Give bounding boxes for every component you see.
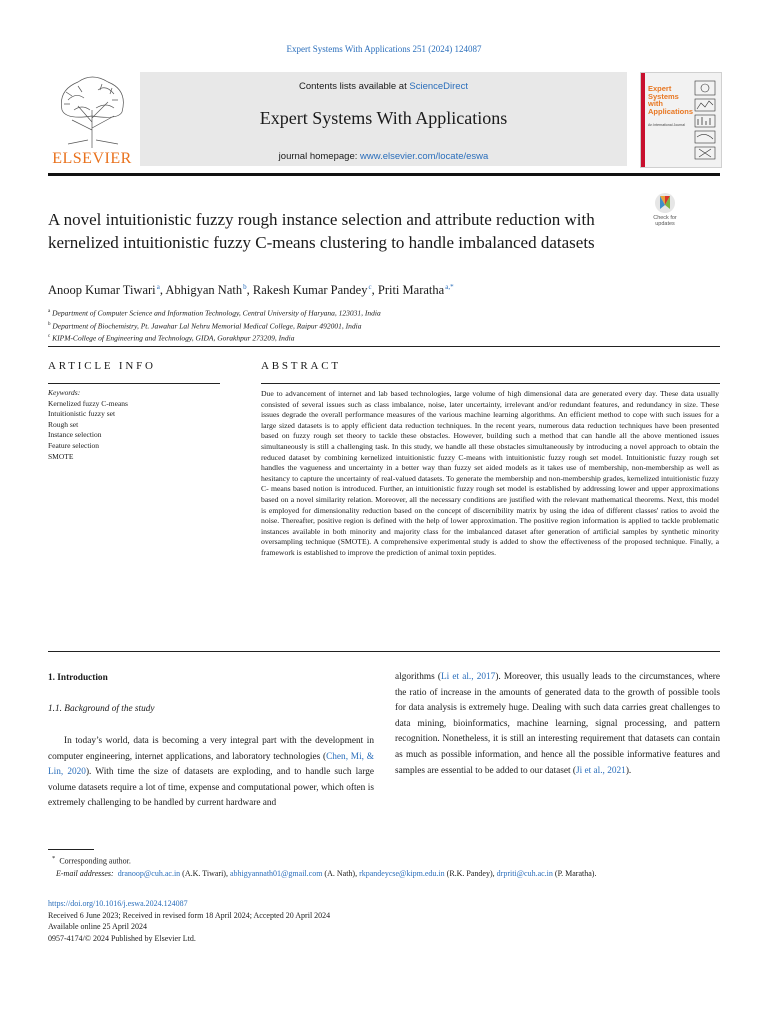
- keyword-item: SMOTE: [48, 451, 74, 461]
- author-affiliation-mark[interactable]: b: [243, 283, 247, 291]
- citation-link[interactable]: Chen, Mi, & Lin, 2020: [48, 751, 374, 778]
- subsection-heading-background: 1.1. Background of the study: [48, 704, 155, 714]
- keyword-item: Rough set: [48, 419, 79, 429]
- corresponding-author-note: * Corresponding author.: [52, 855, 131, 866]
- article-title: A novel intuitionistic fuzzy rough instance selection and attribute reduction with kernelized intuitionistic fuzzy C-means clustering to handle imbalanced datasets: [48, 210, 595, 252]
- author-name[interactable]: Abhigyan Nath: [165, 283, 243, 298]
- contents-line: [140, 81, 627, 92]
- keyword-item: Intuitionistic fuzzy set: [48, 409, 116, 419]
- author-affiliation-mark[interactable]: a,*: [445, 283, 454, 291]
- homepage-line: [140, 151, 627, 162]
- crossmark-icon: [647, 192, 683, 216]
- article-info-heading: ARTICLE INFO: [48, 360, 156, 372]
- keyword-item: Feature selection: [48, 440, 100, 450]
- publisher-wordmark: ELSEVIER: [52, 150, 132, 167]
- cover-accent-bar: [641, 73, 645, 167]
- title-rule: [48, 346, 720, 347]
- abstract-rule: [261, 383, 720, 384]
- available-online-date: Available online 25 April 2024: [48, 922, 147, 931]
- author-list: Anoop Kumar Tiwari $^a$, Abhigyan Nath $^b$, Rakesh Kumar Pandey $^c$, Priti Maratha $^{a,*}$: [48, 283, 454, 298]
- affiliation-item: $^b$ Department of Biochemistry, Pt. Jawahar Lal Nehru Memorial Medical College, Raipur 492001, India: [48, 321, 362, 330]
- abstract-heading: ABSTRACT: [261, 360, 341, 372]
- header-rule: [48, 173, 720, 176]
- author-name[interactable]: Anoop Kumar Tiwari: [48, 283, 156, 298]
- email-link[interactable]: dranoop@cuh.ac.in: [117, 868, 181, 878]
- journal-reference[interactable]: Expert Systems With Applications 251 (2024) 124087: [286, 44, 482, 54]
- homepage-prefix: journal homepage:: [278, 151, 361, 162]
- publication-info: [48, 898, 720, 944]
- journal-title: Expert Systems With Applications: [259, 108, 508, 128]
- journal-cover-thumbnail[interactable]: [640, 72, 722, 168]
- section-heading-introduction: 1. Introduction: [48, 673, 108, 683]
- email-label: E-mail addresses:: [56, 868, 114, 878]
- citation-link[interactable]: Li et al., 2017: [441, 672, 496, 682]
- keywords-list: [48, 388, 220, 462]
- affiliation-list: [48, 306, 720, 344]
- keyword-item: Instance selection: [48, 430, 102, 440]
- citation-link[interactable]: Ji et al., 2021: [575, 765, 626, 776]
- masthead-banner: [140, 72, 627, 166]
- affiliation-item: $^a$ Department of Computer Science and Information Technology, Central University of Haryana, 123031, India: [48, 308, 381, 318]
- cover-artwork-icon: [693, 77, 719, 163]
- keyword-item: Kernelized fuzzy C-means: [48, 398, 128, 408]
- email-addresses: E-mail addresses: dranoop@cuh.ac.in (A.K. Tiwari), abhigyannath01@gmail.com (A. Nath), rkpandeycse@kipm.edu.in (R.K. Pandey), drpriti@cuh.ac.in (P. Maratha).: [56, 868, 597, 878]
- body-paragraph-right: algorithms (Li et al., 2017). Moreover, this usually leads to the circumstances, where the ratio of increase in the amounts of generated data to the growth of possible tools for data analysis is extremely huge. Dealing with such data carries great challenges to data mining, bioinformatics, machine learning, signal processing, and pattern recognition. Nonetheless, it is still an interesting requirement that datasets can contain as much as possible information, and hence all the possible informative features and samples are essential to be added to our dataset (Ji et al., 2021).: [395, 672, 721, 776]
- author-name[interactable]: Rakesh Kumar Pandey: [252, 283, 368, 298]
- journal-homepage-link[interactable]: www.elsevier.com/locate/eswa: [360, 151, 489, 162]
- abstract-bottom-rule: [48, 651, 720, 652]
- cover-subtitle: An International Journal: [648, 123, 685, 127]
- elsevier-logo[interactable]: [48, 70, 136, 166]
- author-affiliation-mark[interactable]: c: [368, 283, 372, 291]
- email-link[interactable]: abhigyannath01@gmail.com: [229, 868, 323, 878]
- email-link[interactable]: rkpandeycse@kipm.edu.in: [359, 868, 445, 878]
- affiliation-item: $^c$ KIPM-College of Engineering and Technology, GIDA, Gorakhpur 273209, India: [48, 333, 295, 343]
- footnote-rule: [48, 849, 94, 850]
- keywords-heading: Keywords:: [48, 388, 81, 397]
- cover-title: Expert Systems with Applications: [648, 84, 694, 116]
- received-dates: Received 6 June 2023; Received in revised form 18 April 2024; Accepted 20 April 2024: [48, 910, 331, 920]
- copyright-line: 0957-4174/© 2024 Published by Elsevier Ltd.: [48, 933, 196, 943]
- abstract-body: Due to advancement of internet and lab based technologies, large volume of high dimensional data are generated every day. These data usually consisted of several issues such as class imbalance, noise, later uncertainty, irrelevant and/or redundant features, and redundancy in size. These issues degrade the overall performance measures of the various machine learning algorithms. An efficient method to cope with such issues for a large sized datasets is to apply efficient data reduction techniques. In the recent years, numerous data reduction techniques have been presented based on fuzzy rough set theory to tackle these obstacles. However, building such a method that can handle all the above mentioned issues simultaneously is still a challenging task. In this study, we handle all these obstacles simultaneously by introducing a novel approach to obtain the reduced dataset by combining kernelized intuitionistic fuzzy C-means with intuitionistic fuzzy rough set model. Intuitionistic fuzzy rough set handles the vagueness and uncertainty in a better way than fuzzy set aided models as it takes use of membership, non-membership as well as hesitancy to capture the uncertainty of real-valued datasets. To generate the membership and non-membership grades, kernelized intuitionistic fuzzy C- means based notion is introduced. Further, an intuitionistic fuzzy rough set model is established by addressing lower and upper approximations based on a novel similarity relation. Moreover, all the necessary conditions are justified with the relevant mathematical theorems. Next, this model is employed for dimensionality reduction based on the concept of discernibility matrix by using the idea of different classes' ratios to avoid the noise. Thereafter, positive region is defined with the help of lower approximation. The positive region information is applied to tackle problematic instances available in both minority and majority class for the imbalanced dataset after generation of artificial samples by synthetic minority oversampling technique (SMOTE). A comprehensive experimental study is added to show the effectiveness of the proposed technique. Finally, a framework is established to improve the prediction of animal toxin peptides.: [261, 389, 719, 557]
- footnotes: [48, 853, 720, 880]
- contents-prefix: Contents lists available at: [299, 81, 410, 92]
- article-info-rule: [48, 383, 220, 384]
- check-for-updates-badge[interactable]: [647, 192, 683, 228]
- author-affiliation-mark[interactable]: a: [156, 283, 160, 291]
- doi-link[interactable]: https://doi.org/10.1016/j.eswa.2024.124087: [48, 899, 188, 908]
- author-name[interactable]: Priti Maratha: [377, 283, 445, 298]
- email-link[interactable]: drpriti@cuh.ac.in: [496, 868, 553, 878]
- body-paragraph-left: In today’s world, data is becoming a very integral part with the development in computer engineering, internet applications, and laboratory technologies (Chen, Mi, & Lin, 2020). With time the size of datasets are exploding, and to handle such large volume datasets require a lot of time, expense and computational power, which often is extremely challenging to be handled by current hardware and: [48, 736, 374, 809]
- elsevier-tree-icon: [48, 70, 136, 150]
- journal-masthead: [48, 70, 720, 174]
- sciencedirect-link[interactable]: ScienceDirect: [409, 81, 468, 92]
- check-for-updates-label: Check for updates: [653, 215, 677, 227]
